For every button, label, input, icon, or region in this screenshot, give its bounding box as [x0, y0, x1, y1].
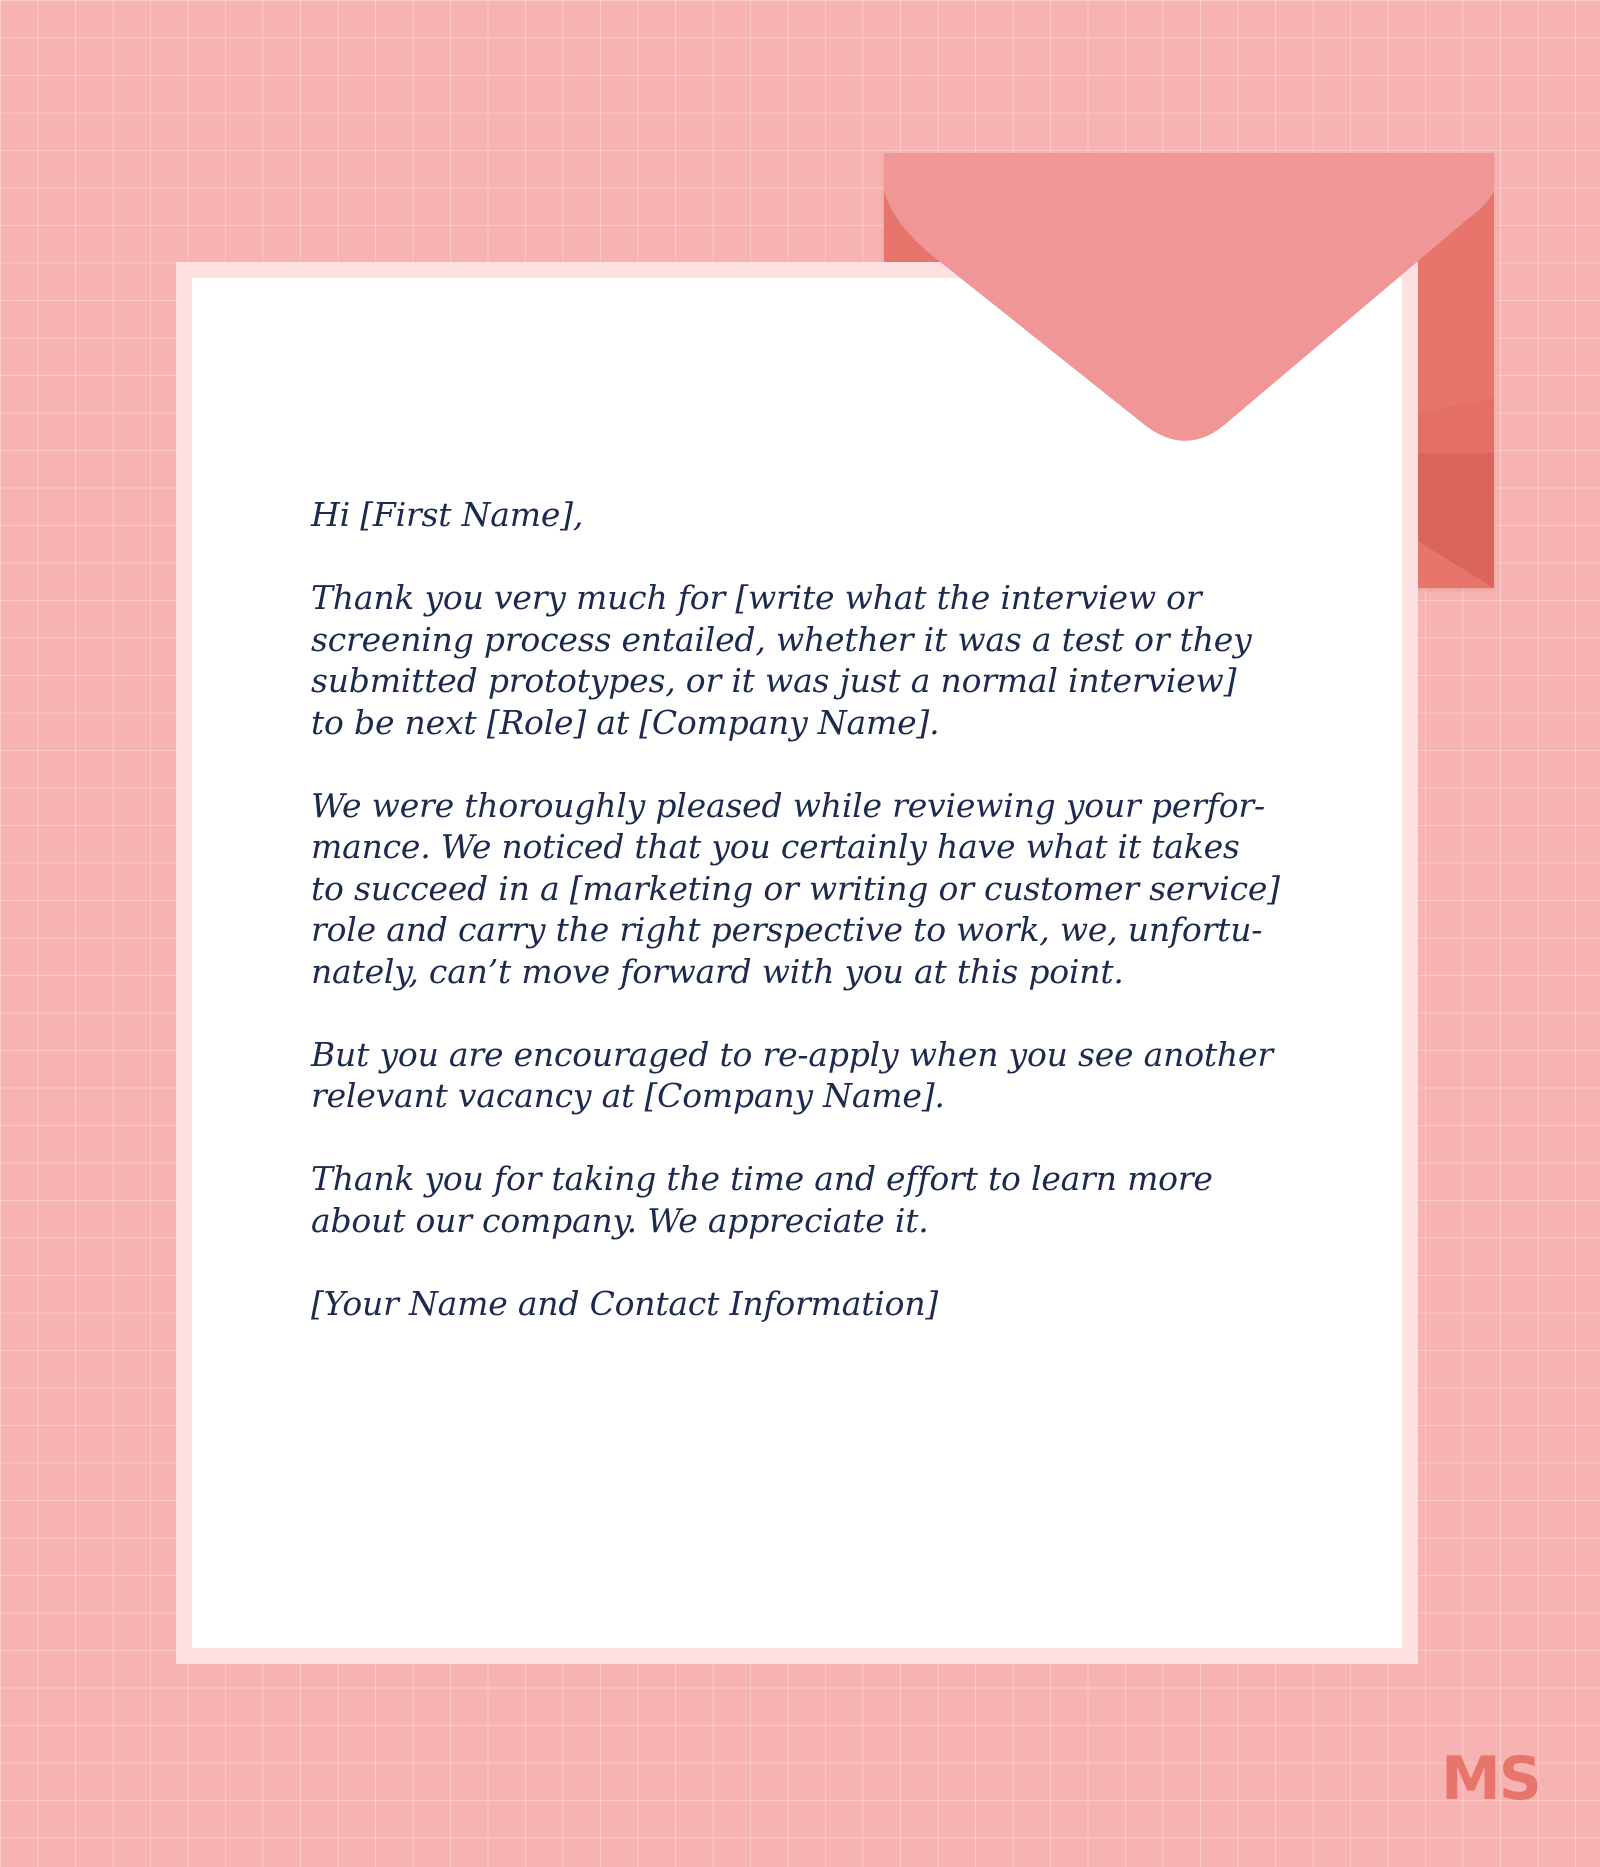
letter-paragraph-1: [311, 577, 1271, 743]
paragraph-2-line: nately, can’t move forward with you at this point.: [311, 951, 1124, 991]
letter-body: [311, 494, 1280, 1366]
paragraph-4-line: about our company. We appreciate it.: [311, 1200, 929, 1240]
paragraph-3-line: relevant vacancy at [Company Name].: [311, 1076, 945, 1115]
letter-paragraph-4: [311, 1158, 1271, 1241]
paragraph-2-line: We were thoroughly pleased while reviewing your perfor-: [311, 785, 1265, 825]
letter-paragraph-2: [311, 785, 1280, 993]
letter-signature: [311, 1283, 1271, 1325]
greeting-text: Hi [First Name],: [311, 495, 584, 534]
paragraph-2-line: to succeed in a [marketing or writing or customer service]: [311, 868, 1280, 908]
paragraph-2-line: role and carry the right perspective to work, we, unfortu-: [311, 910, 1263, 949]
paragraph-1-line: to be next [Role] at [Company Name].: [311, 702, 940, 742]
envelope-flap: [884, 153, 1494, 453]
paragraph-1-line: Thank you very much for [write what the interview or: [311, 578, 1202, 617]
paragraph-1-line: screening process entailed, whether it was a test or they: [311, 619, 1252, 659]
ms-logo: MS: [1441, 1744, 1540, 1814]
signature-text: [Your Name and Contact Information]: [311, 1283, 939, 1323]
paragraph-3-line: But you are encouraged to re-apply when you see another: [311, 1034, 1273, 1074]
letter-paragraph-3: [311, 1034, 1271, 1117]
paragraph-1-line: submitted prototypes, or it was just a normal interview]: [311, 661, 1237, 700]
paragraph-2-line: mance. We noticed that you certainly have what it takes: [311, 827, 1240, 866]
letter-greeting: [311, 494, 1271, 536]
paragraph-4-line: Thank you for taking the time and effort to learn more: [311, 1159, 1213, 1198]
